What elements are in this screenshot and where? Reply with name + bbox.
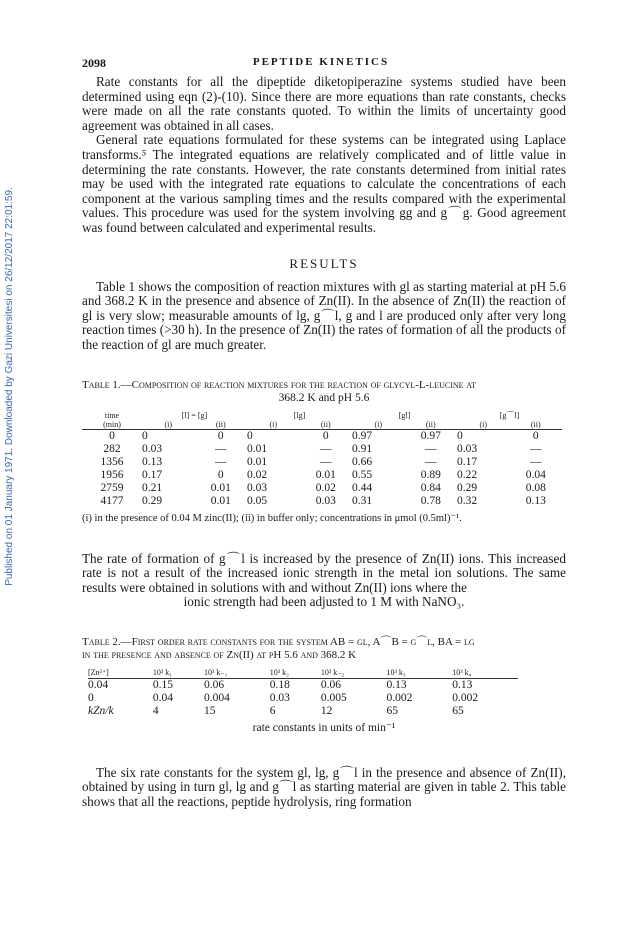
table-cell: 0.03 bbox=[247, 481, 268, 494]
table-cell: 4177 bbox=[100, 494, 124, 507]
table-cell: 0.06 bbox=[320, 678, 341, 691]
table-cell: 0.03 bbox=[315, 494, 336, 507]
table-cell: 0.97 bbox=[352, 429, 373, 442]
table1-col-group: [g⌒l] bbox=[499, 410, 520, 420]
paragraph-3: Table 1 shows the composition of reaction mixtures with gl as starting material at pH 5.6 and 368.2 K in the presence and absence of Zn(II). In the absence of Zn(II) the reaction of gl is very slow; measurable amounts of lg, g⌒l, g and l are produced only after very long reaction times (>30 h). In the presence of Zn(II) the rates of formation of all the products of the reaction of gl are much greater. bbox=[82, 278, 566, 352]
table-row bbox=[82, 443, 562, 456]
table-cell: 0.002 bbox=[452, 691, 479, 704]
table-cell: 0 bbox=[88, 691, 94, 704]
table-row bbox=[82, 469, 562, 482]
table2-caption bbox=[82, 636, 566, 662]
table1-sub-i: (i) bbox=[374, 419, 383, 429]
table-cell: 12 bbox=[320, 704, 333, 717]
table1-col-group: [lg] bbox=[293, 410, 306, 420]
paragraph-5: The six rate constants for the system gl, lg, g⌒l in the presence and absence of Zn(II), obtained by using in turn gl, lg and g⌒l as starting material are given in table 2. This table shows that all the reactions, peptide hydrolysis, ring formation bbox=[82, 764, 566, 810]
table-row bbox=[82, 482, 562, 495]
table2-header: 10³ k₁ bbox=[152, 667, 173, 677]
publication-sidebar-note bbox=[2, 186, 16, 586]
table1-sub-ii: (ii) bbox=[215, 419, 226, 429]
table-cell: 0.04 bbox=[152, 691, 174, 704]
table-cell: 0 bbox=[217, 468, 224, 481]
table2-header: 10³ k₄ bbox=[452, 667, 472, 677]
table2-body bbox=[88, 678, 518, 718]
running-title: PEPTIDE KINETICS bbox=[252, 56, 390, 68]
table-cell: 0 bbox=[142, 429, 148, 442]
table-cell: 0.03 bbox=[457, 442, 478, 455]
table1 bbox=[82, 411, 562, 508]
table-row bbox=[82, 495, 562, 508]
table-cell: 15 bbox=[204, 704, 216, 717]
table2-units-note: rate constants in units of min⁻¹ bbox=[252, 721, 396, 734]
table1-sub-ii: (ii) bbox=[530, 419, 541, 429]
table-cell: 0 bbox=[217, 429, 224, 442]
table-cell: 0.17 bbox=[457, 455, 478, 468]
table-cell: 4 bbox=[152, 704, 159, 717]
sidebar-text: Published on 01 January 1971. Downloaded by Gazi Universitesi on 26/12/2017 22:01:59. bbox=[3, 186, 15, 586]
table-cell: 0.13 bbox=[142, 455, 163, 468]
paragraph-1: Rate constants for all the dipeptide diketopiperazine systems studied have been determined using eqn (2)-(10). Since there are more equations than rate constants, checks were made on all the rate constants quoted. To within the limits of uncertainty good agreement was obtained in all cases. bbox=[82, 74, 566, 133]
table-cell: 0 bbox=[109, 429, 115, 442]
table-cell: 0.01 bbox=[210, 481, 231, 494]
table2-caption-line2: in the presence and absence of Zn(II) at pH 5.6 and 368.2 K bbox=[82, 648, 357, 661]
table1-col-time: time bbox=[104, 410, 120, 420]
table-row bbox=[88, 678, 518, 692]
table-cell: 0.01 bbox=[315, 468, 336, 481]
table-cell: 0.44 bbox=[352, 481, 373, 494]
table-cell: 1356 bbox=[100, 455, 124, 468]
table-cell: — bbox=[425, 442, 437, 455]
table2-header: 10³ k₃ bbox=[386, 667, 406, 677]
table-cell: — bbox=[530, 442, 542, 455]
table-cell: — bbox=[530, 455, 542, 468]
table-cell: kZn/k bbox=[88, 704, 114, 717]
table1-col-time-unit: (min) bbox=[103, 419, 121, 429]
table-cell: 0.55 bbox=[352, 468, 373, 481]
table-cell: 0.29 bbox=[457, 481, 478, 494]
table-cell: 0 bbox=[322, 429, 329, 442]
table-cell: 0.13 bbox=[386, 678, 407, 691]
table-cell: 0.02 bbox=[247, 468, 268, 481]
table-cell: 0.04 bbox=[525, 468, 546, 481]
table-cell: 0.01 bbox=[247, 442, 268, 455]
table-cell: 0.13 bbox=[525, 494, 546, 507]
table-cell: 0.31 bbox=[352, 494, 373, 507]
table1-col-group: [gl] bbox=[398, 410, 411, 420]
table2-header: 10³ k₋₁ bbox=[204, 667, 228, 677]
table1-caption-label: Table 1.—Composition of reaction mixtures for the reaction of glycyl-L-leucine at bbox=[82, 378, 477, 391]
table-cell: 0 bbox=[457, 429, 463, 442]
table1-sub-ii: (ii) bbox=[425, 419, 436, 429]
table-cell: — bbox=[215, 442, 227, 455]
paragraph-4-last-line: ionic strength had been adjusted to 1 M with NaNO₃. bbox=[183, 594, 465, 610]
table-cell: 0.03 bbox=[142, 442, 163, 455]
table-cell: 0.32 bbox=[457, 494, 478, 507]
page-content bbox=[82, 56, 566, 810]
table-cell: 0.01 bbox=[247, 455, 268, 468]
table-cell: 2759 bbox=[100, 481, 124, 494]
table-row bbox=[88, 692, 518, 705]
table-cell: 0.15 bbox=[152, 678, 174, 691]
table2-header: [Zn²⁺] bbox=[88, 667, 109, 677]
table-cell: 0.04 bbox=[88, 678, 109, 691]
table-cell: 282 bbox=[103, 442, 121, 455]
table1-sub-ii: (ii) bbox=[320, 419, 331, 429]
table-cell: 65 bbox=[452, 704, 464, 717]
table1-sub-i: (i) bbox=[479, 419, 488, 429]
table1-sub-i: (i) bbox=[269, 419, 278, 429]
table-cell: 0.06 bbox=[204, 678, 225, 691]
table-cell: 0.005 bbox=[320, 691, 347, 704]
table-cell: 0 bbox=[532, 429, 539, 442]
table-row bbox=[82, 429, 562, 443]
table1-body bbox=[82, 429, 562, 508]
table-cell: 0.02 bbox=[315, 481, 336, 494]
table-cell: 0.97 bbox=[420, 429, 441, 442]
table-cell: — bbox=[425, 455, 437, 468]
paragraph-2: General rate equations formulated for these systems can be integrated using Laplace transforms.⁵ The integrated equations are relatively complicated and of little value in determining the rate constants. However, the rate constants determined from initial rates may be used with the integrated rate equations to calculate the concentrations of each component at the various sampling times and the results compared with the experimental values. This procedure was used for the system involving gg and g⌒g. Good agreement was found between calculated and experimental results. bbox=[82, 132, 566, 235]
table2-header: 10³ k₂ bbox=[269, 667, 289, 677]
table2-header: 10³ k₋₂ bbox=[320, 667, 345, 677]
paragraph-4: The rate of formation of g⌒l is increased by the presence of Zn(II) ions. This increased rate is not a result of the increased ionic strength in the metal ion solutions. The same results were obtained in solutions with and without Zn(II) ions where the bbox=[82, 550, 566, 595]
table-cell: 0 bbox=[247, 429, 253, 442]
table-cell: 0.17 bbox=[142, 468, 163, 481]
table-cell: 0.91 bbox=[352, 442, 373, 455]
table-cell: 0.84 bbox=[420, 481, 441, 494]
table2 bbox=[88, 668, 518, 718]
table-cell: 0.21 bbox=[142, 481, 163, 494]
table-cell: — bbox=[320, 455, 332, 468]
table-cell: 0.89 bbox=[420, 468, 441, 481]
running-header bbox=[82, 56, 566, 71]
table-cell: 0.004 bbox=[204, 691, 230, 704]
table1-caption-line2: 368.2 K and pH 5.6 bbox=[278, 391, 370, 404]
table1-sub-i: (i) bbox=[164, 419, 173, 429]
table1-col-group: [l] = [g] bbox=[181, 410, 208, 420]
table-cell: 1956 bbox=[100, 468, 124, 481]
table-cell: 6 bbox=[269, 704, 276, 717]
table1-caption bbox=[82, 379, 566, 405]
page-number: 2098 bbox=[82, 56, 106, 70]
table-cell: 0.22 bbox=[457, 468, 478, 481]
table-cell: 0.13 bbox=[452, 678, 473, 691]
table-cell: 0.66 bbox=[352, 455, 373, 468]
table-cell: 0.002 bbox=[386, 691, 413, 704]
results-heading: RESULTS bbox=[289, 255, 359, 271]
table-cell: 0.03 bbox=[269, 691, 290, 704]
table-cell: — bbox=[320, 442, 332, 455]
table-row bbox=[82, 456, 562, 469]
table-cell: 0.08 bbox=[525, 481, 546, 494]
table2-caption-label: Table 2.—First order rate constants for the system AB = gl, A⌒B = g⌒l, BA = lg bbox=[82, 635, 475, 648]
table-cell: 65 bbox=[386, 704, 399, 717]
table1-footnote: (i) in the presence of 0.04 M zinc(II); (ii) in buffer only; concentrations in μmol (0.5ml)⁻¹. bbox=[82, 512, 462, 524]
table-cell: 0.78 bbox=[420, 494, 441, 507]
table-cell: 0.05 bbox=[247, 494, 268, 507]
table-cell: — bbox=[215, 455, 227, 468]
table-row bbox=[88, 705, 518, 718]
table-cell: 0.29 bbox=[142, 494, 163, 507]
table-cell: 0.01 bbox=[210, 494, 231, 507]
table-cell: 0.18 bbox=[269, 678, 290, 691]
